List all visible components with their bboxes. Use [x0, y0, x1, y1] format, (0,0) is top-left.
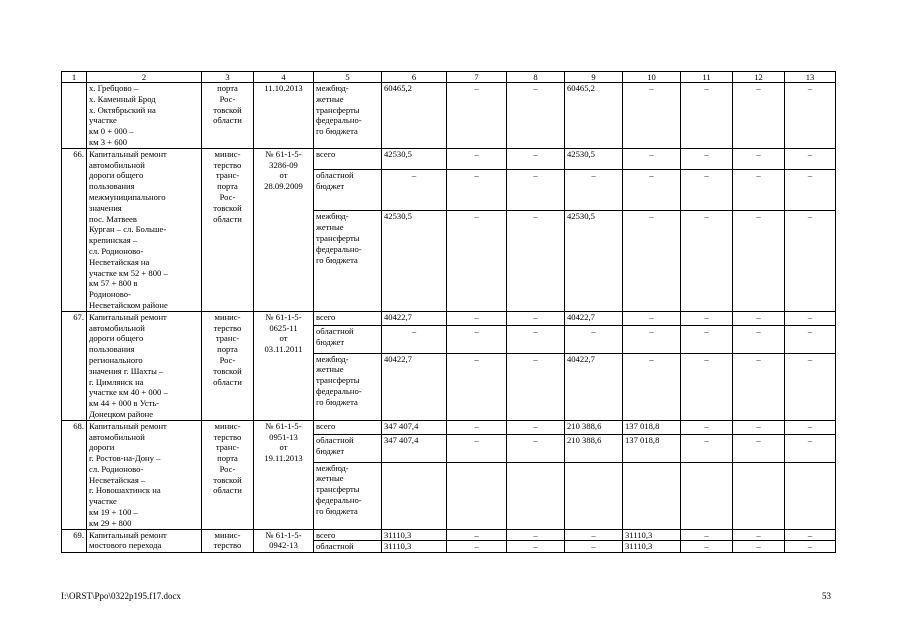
- funding-source: межбюд- жетные трансферты федерально- го бюджета: [314, 462, 382, 529]
- value-cell: –: [733, 420, 785, 434]
- header-cell: 1: [62, 72, 87, 83]
- table-row: [62, 311, 836, 325]
- value-cell: [447, 462, 507, 529]
- customer: порта Рос- товской области: [202, 83, 254, 149]
- value-cell: 42530,5: [382, 211, 447, 311]
- value-cell: –: [681, 211, 733, 311]
- table-row: [62, 529, 836, 541]
- value-cell: 60465,2: [565, 83, 623, 149]
- value-cell: 210 388,6: [565, 435, 623, 463]
- value-cell: –: [623, 170, 681, 211]
- funding-source: межбюд- жетные трансферты федерально- го бюджета: [314, 83, 382, 149]
- funding-source: всего: [314, 529, 382, 541]
- funding-source: областной бюджет: [314, 326, 382, 354]
- object-name: Капитальный ремонт автомобильной дороги г. Ростов-на-Дону – сл. Родионово- Несветайская – г. Новошахтинск на участке км 19 + 100 – км 29 + 800: [87, 420, 202, 529]
- value-cell: [565, 462, 623, 529]
- value-cell: –: [785, 353, 836, 420]
- value-cell: –: [733, 326, 785, 354]
- row-number: [62, 83, 87, 149]
- header-cell: 2: [87, 72, 202, 83]
- header-cell: 7: [447, 72, 507, 83]
- value-cell: –: [565, 541, 623, 553]
- value-cell: –: [681, 353, 733, 420]
- value-cell: –: [507, 435, 565, 463]
- value-cell: –: [785, 420, 836, 434]
- header-cell: 3: [202, 72, 254, 83]
- funding-source: областной бюджет: [314, 170, 382, 211]
- value-cell: –: [447, 435, 507, 463]
- value-cell: –: [447, 326, 507, 354]
- value-cell: –: [447, 420, 507, 434]
- value-cell: –: [785, 541, 836, 553]
- value-cell: –: [565, 170, 623, 211]
- value-cell: –: [447, 148, 507, 170]
- funding-source: межбюд- жетные трансферты федерально- го бюджета: [314, 353, 382, 420]
- value-cell: [785, 462, 836, 529]
- value-cell: –: [507, 420, 565, 434]
- funding-source: всего: [314, 311, 382, 325]
- value-cell: –: [507, 326, 565, 354]
- value-cell: –: [733, 529, 785, 541]
- value-cell: 347 407,4: [382, 435, 447, 463]
- document-number: № 61-1-5- 0951-13 от 19.11.2013: [254, 420, 314, 529]
- value-cell: –: [785, 83, 836, 149]
- value-cell: –: [733, 148, 785, 170]
- customer: минис- терство транс- порта Рос- товской области: [202, 148, 254, 311]
- value-cell: –: [681, 170, 733, 211]
- row-number: 66.: [62, 148, 87, 311]
- object-name: Капитальный ремонт мостового перехода: [87, 529, 202, 553]
- value-cell: –: [447, 541, 507, 553]
- value-cell: 42530,5: [565, 148, 623, 170]
- value-cell: 40422,7: [382, 311, 447, 325]
- value-cell: –: [447, 529, 507, 541]
- value-cell: –: [507, 83, 565, 149]
- value-cell: –: [565, 529, 623, 541]
- funding-source: всего: [314, 420, 382, 434]
- value-cell: 42530,5: [382, 148, 447, 170]
- value-cell: –: [565, 326, 623, 354]
- value-cell: –: [623, 353, 681, 420]
- funding-source: межбюд- жетные трансферты федерально- го бюджета: [314, 211, 382, 311]
- header-cell: 9: [565, 72, 623, 83]
- value-cell: –: [623, 311, 681, 325]
- value-cell: –: [507, 529, 565, 541]
- budget-table: [61, 71, 836, 553]
- value-cell: [507, 462, 565, 529]
- funding-source: всего: [314, 148, 382, 170]
- customer: минис- терство: [202, 529, 254, 553]
- value-cell: 40422,7: [565, 311, 623, 325]
- value-cell: [733, 462, 785, 529]
- document-number: № 61-1-5- 0942-13: [254, 529, 314, 553]
- header-cell: 12: [733, 72, 785, 83]
- value-cell: 31110,3: [382, 541, 447, 553]
- table-row: [62, 420, 836, 434]
- header-cell: 11: [681, 72, 733, 83]
- customer: минис- терство транс- порта Рос- товской области: [202, 311, 254, 420]
- funding-source: областной бюджет: [314, 435, 382, 463]
- table-row: [62, 83, 836, 149]
- document-number: № 61-1-5- 3286-09 от 28.09.2009: [254, 148, 314, 311]
- footer-page-number: 53: [822, 591, 831, 601]
- value-cell: –: [733, 435, 785, 463]
- value-cell: –: [623, 326, 681, 354]
- value-cell: –: [507, 170, 565, 211]
- value-cell: 137 018,8: [623, 435, 681, 463]
- value-cell: [382, 462, 447, 529]
- value-cell: –: [681, 435, 733, 463]
- value-cell: –: [447, 311, 507, 325]
- value-cell: –: [382, 170, 447, 211]
- value-cell: –: [785, 326, 836, 354]
- value-cell: –: [507, 353, 565, 420]
- value-cell: –: [681, 541, 733, 553]
- value-cell: 60465,2: [382, 83, 447, 149]
- value-cell: 210 388,6: [565, 420, 623, 434]
- header-cell: 6: [382, 72, 447, 83]
- header-cell: 5: [314, 72, 382, 83]
- value-cell: –: [733, 83, 785, 149]
- value-cell: –: [681, 148, 733, 170]
- value-cell: –: [785, 311, 836, 325]
- value-cell: –: [681, 529, 733, 541]
- value-cell: –: [733, 170, 785, 211]
- value-cell: –: [785, 529, 836, 541]
- value-cell: –: [785, 148, 836, 170]
- value-cell: –: [681, 83, 733, 149]
- value-cell: –: [681, 326, 733, 354]
- value-cell: –: [681, 311, 733, 325]
- object-name: Капитальный ремонт автомобильной дороги общего пользования регионального значения г. Шахты – г. Цимлянск на участке км 40 + 000 – км 44 + 000 в Усть- Донецком районе: [87, 311, 202, 420]
- customer: минис- терство транс- порта Рос- товской области: [202, 420, 254, 529]
- value-cell: –: [681, 420, 733, 434]
- value-cell: 31110,3: [623, 529, 681, 541]
- table-row: [62, 148, 836, 170]
- funding-source: областной: [314, 541, 382, 553]
- value-cell: –: [623, 211, 681, 311]
- object-name: х. Гребцово – х. Каменный Брод х. Октябрьский на участке км 0 + 000 – км 3 + 600: [87, 83, 202, 149]
- value-cell: –: [785, 211, 836, 311]
- header-cell: 8: [507, 72, 565, 83]
- header-cell: 13: [785, 72, 836, 83]
- header-cell: 4: [254, 72, 314, 83]
- value-cell: –: [447, 211, 507, 311]
- value-cell: –: [507, 211, 565, 311]
- value-cell: 31110,3: [623, 541, 681, 553]
- object-name: Капитальный ремонт автомобильной дороги общего пользования межмуниципального значения пос. Матвеев Курган – сл. Больше- крепинская – сл. Родионово- Несветайская на участке км 52 + 800 – км 57 + 800 в Родионово- Несветайском районе: [87, 148, 202, 311]
- value-cell: –: [785, 170, 836, 211]
- row-number: 69.: [62, 529, 87, 553]
- value-cell: 137 018,8: [623, 420, 681, 434]
- value-cell: –: [623, 83, 681, 149]
- value-cell: 40422,7: [382, 353, 447, 420]
- value-cell: –: [733, 353, 785, 420]
- value-cell: [681, 462, 733, 529]
- value-cell: 31110,3: [382, 529, 447, 541]
- value-cell: –: [447, 83, 507, 149]
- value-cell: 42530,5: [565, 211, 623, 311]
- value-cell: –: [733, 211, 785, 311]
- row-number: 68.: [62, 420, 87, 529]
- value-cell: –: [733, 541, 785, 553]
- document-number: № 61-1-5- 0625-11 от 03.11.2011: [254, 311, 314, 420]
- value-cell: –: [785, 435, 836, 463]
- value-cell: –: [507, 541, 565, 553]
- header-row: [62, 72, 836, 83]
- value-cell: –: [382, 326, 447, 354]
- value-cell: –: [733, 311, 785, 325]
- footer-file-path: I:\ORST\Ppo\0322p195.f17.docx: [61, 591, 182, 601]
- value-cell: –: [447, 353, 507, 420]
- value-cell: [623, 462, 681, 529]
- value-cell: 347 407,4: [382, 420, 447, 434]
- row-number: 67.: [62, 311, 87, 420]
- value-cell: –: [507, 148, 565, 170]
- value-cell: –: [623, 148, 681, 170]
- value-cell: –: [507, 311, 565, 325]
- value-cell: –: [447, 170, 507, 211]
- document-number: 11.10.2013: [254, 83, 314, 149]
- value-cell: 40422,7: [565, 353, 623, 420]
- header-cell: 10: [623, 72, 681, 83]
